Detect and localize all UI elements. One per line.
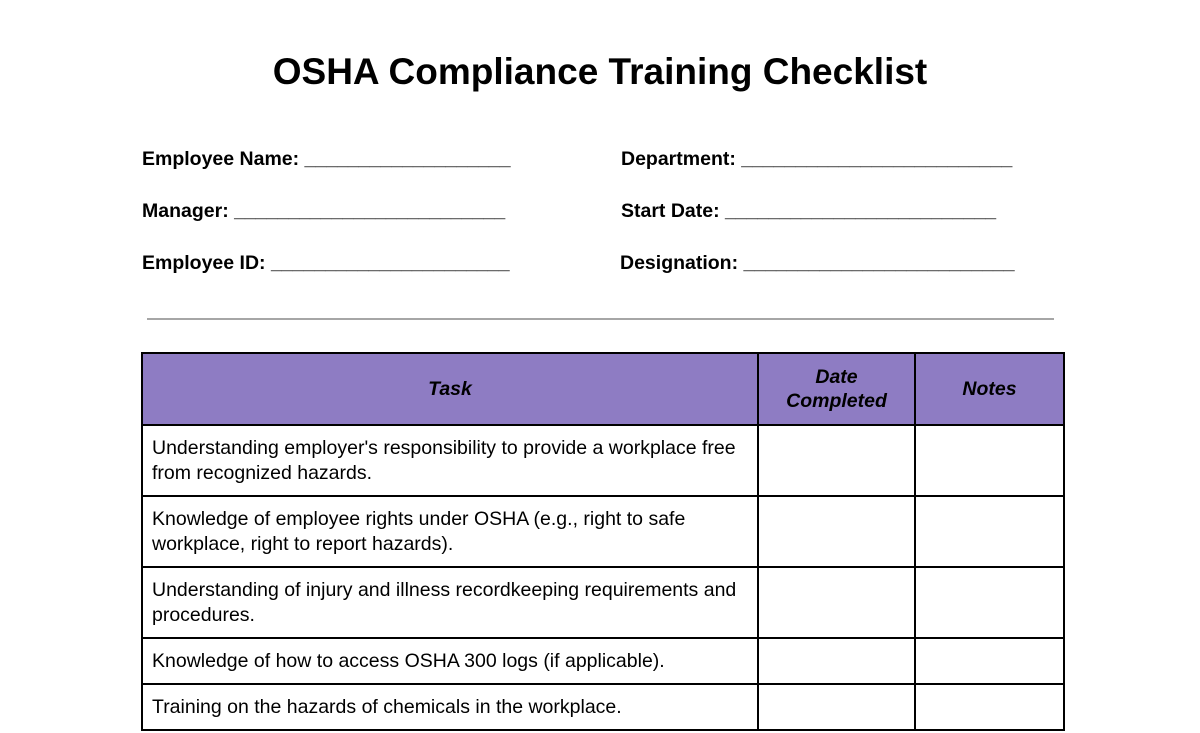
start-date-field: Start Date: _________________________: [621, 200, 997, 222]
task-column-header: Task: [142, 353, 758, 425]
table-row: [142, 684, 1064, 730]
table-row: [142, 567, 1064, 638]
task-cell: Knowledge of employee rights under OSHA (e.g., right to safe workplace, right to report hazards).: [142, 496, 758, 567]
notes-column-header: Notes: [915, 353, 1064, 425]
notes-cell[interactable]: [915, 496, 1064, 567]
date-completed-cell[interactable]: [758, 425, 915, 496]
department-field: Department: _________________________: [621, 148, 1013, 170]
training-checklist-table: [141, 352, 1065, 731]
date-completed-cell[interactable]: [758, 684, 915, 730]
task-cell: Training on the hazards of chemicals in the workplace.: [142, 684, 758, 730]
page-title: OSHA Compliance Training Checklist: [272, 51, 928, 92]
section-divider: [147, 318, 1054, 320]
table-row: [142, 496, 1064, 567]
employee-name-field: Employee Name: ___________________: [142, 148, 511, 170]
date-completed-cell[interactable]: [758, 567, 915, 638]
notes-cell[interactable]: [915, 638, 1064, 684]
notes-cell[interactable]: [915, 425, 1064, 496]
task-cell: Knowledge of how to access OSHA 300 logs (if applicable).: [142, 638, 758, 684]
table-header-row: [142, 353, 1064, 425]
date-completed-cell[interactable]: [758, 638, 915, 684]
notes-cell[interactable]: [915, 567, 1064, 638]
date-completed-column-header: [758, 353, 915, 425]
table-row: [142, 638, 1064, 684]
notes-cell[interactable]: [915, 684, 1064, 730]
employee-id-field: Employee ID: ______________________: [142, 252, 510, 274]
task-cell: Understanding employer's responsibility to provide a workplace free from recognized hazards.: [142, 425, 758, 496]
date-completed-header-label: Date Completed: [786, 366, 887, 412]
manager-field: Manager: _________________________: [142, 200, 506, 222]
task-cell: Understanding of injury and illness recordkeeping requirements and procedures.: [142, 567, 758, 638]
date-completed-cell[interactable]: [758, 496, 915, 567]
table-row: [142, 425, 1064, 496]
designation-field: Designation: _________________________: [620, 252, 1015, 274]
